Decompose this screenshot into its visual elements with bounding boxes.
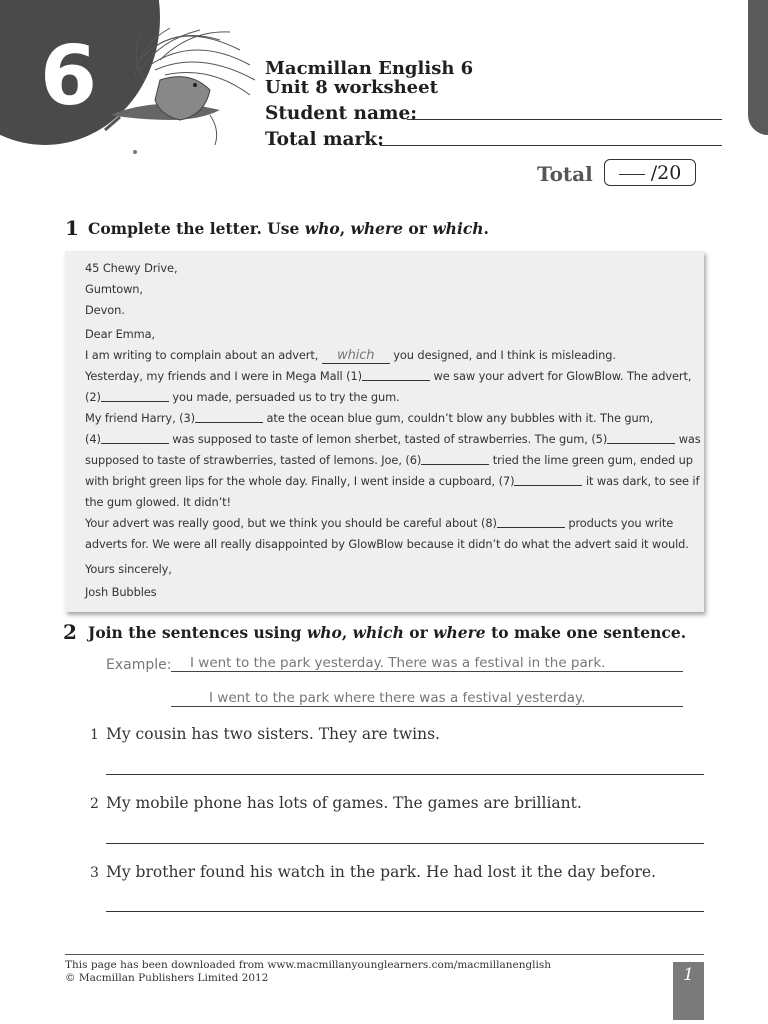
example-question: I went to the park yesterday. There was a festival in the park.: [190, 655, 606, 671]
worksheet-title: Unit 8 worksheet: [265, 77, 438, 98]
blank-2[interactable]: [101, 391, 169, 402]
blank-3[interactable]: [195, 412, 263, 423]
item-number: 2: [90, 796, 99, 812]
address-line: Devon.: [85, 303, 125, 317]
page-edge-tab: [748, 0, 768, 135]
book-title: Macmillan English 6: [265, 58, 474, 79]
q1-instruction: Complete the letter. Use who, where or which.: [88, 219, 489, 238]
blank-4[interactable]: [101, 433, 169, 444]
total-out-of: /20: [650, 162, 682, 184]
blank-6[interactable]: [421, 454, 489, 465]
total-label: Total: [537, 162, 593, 186]
example-answer: I went to the park where there was a festival yesterday.: [209, 690, 586, 706]
example-question-line: [171, 671, 683, 672]
letter-line-3: (2) you made, persuaded us to try the gum.: [85, 390, 400, 404]
signature: Josh Bubbles: [85, 585, 157, 599]
total-mark-field[interactable]: [380, 145, 722, 146]
item-number: 1: [90, 727, 99, 743]
score-blank[interactable]: [619, 174, 645, 175]
footer-divider: [65, 954, 704, 955]
item-sentence: My brother found his watch in the park. He had lost it the day before.: [106, 863, 657, 881]
page-number: 1: [673, 962, 704, 1020]
address-line: Gumtown,: [85, 282, 143, 296]
total-score-box[interactable]: [604, 159, 696, 186]
answer-line-3[interactable]: [106, 911, 704, 912]
letter-line-10: adverts for. We were all really disappointed by GlowBlow because it didn’t do what the advert said it would.: [85, 537, 689, 551]
blank-5[interactable]: [607, 433, 675, 444]
student-name-label: Student name:: [265, 103, 418, 124]
example-label: Example:: [106, 657, 172, 673]
answer-line-1[interactable]: [106, 774, 704, 775]
letter-line-6: supposed to taste of strawberries, tasted of lemons. Joe, (6) tried the lime green gum, ended up: [85, 453, 693, 467]
blank-1[interactable]: [362, 370, 430, 381]
bird-illustration: [100, 20, 260, 165]
student-name-field[interactable]: [407, 119, 722, 120]
greeting: Dear Emma,: [85, 327, 156, 341]
blank-7[interactable]: [514, 475, 582, 486]
letter-panel: [65, 251, 704, 612]
letter-line-2: Yesterday, my friends and I were in Mega Mall (1) we saw your advert for GlowBlow. The advert,: [85, 369, 692, 383]
item-number: 3: [90, 865, 99, 881]
q2-number: 2: [63, 620, 77, 644]
total-mark-label: Total mark:: [265, 129, 384, 150]
letter-line-7: with bright green lips for the whole day. Finally, I went inside a cupboard, (7) it was dark, to see if: [85, 474, 700, 488]
letter-line-9: Your advert was really good, but we think you should be careful about (8) products you write: [85, 516, 674, 530]
example-answer-blank: which: [322, 348, 390, 364]
footer-source: This page has been downloaded from www.macmillanyounglearners.com/macmillanenglish: [65, 959, 552, 971]
blank-8[interactable]: [497, 517, 565, 528]
letter-line-8: the gum glowed. It didn’t!: [85, 495, 231, 509]
letter-line-4: My friend Harry, (3) ate the ocean blue gum, couldn’t blow any bubbles with it. The gum,: [85, 411, 654, 425]
item-sentence: My cousin has two sisters. They are twins.: [106, 725, 440, 743]
q1-number: 1: [65, 216, 79, 240]
address-line: 45 Chewy Drive,: [85, 261, 178, 275]
footer-copyright: © Macmillan Publishers Limited 2012: [65, 972, 269, 984]
unit-number: 6: [40, 29, 98, 124]
closing: Yours sincerely,: [85, 562, 172, 576]
letter-line-1: I am writing to complain about an advert, which you designed, and I think is misleading.: [85, 348, 616, 363]
answer-line-2[interactable]: [106, 843, 704, 844]
q2-instruction: Join the sentences using who, which or where to make one sentence.: [88, 623, 687, 642]
example-answer-line: [171, 706, 683, 707]
letter-line-5: (4) was supposed to taste of lemon sherbet, tasted of strawberries. The gum, (5) was: [85, 432, 701, 446]
item-sentence: My mobile phone has lots of games. The games are brilliant.: [106, 794, 582, 812]
